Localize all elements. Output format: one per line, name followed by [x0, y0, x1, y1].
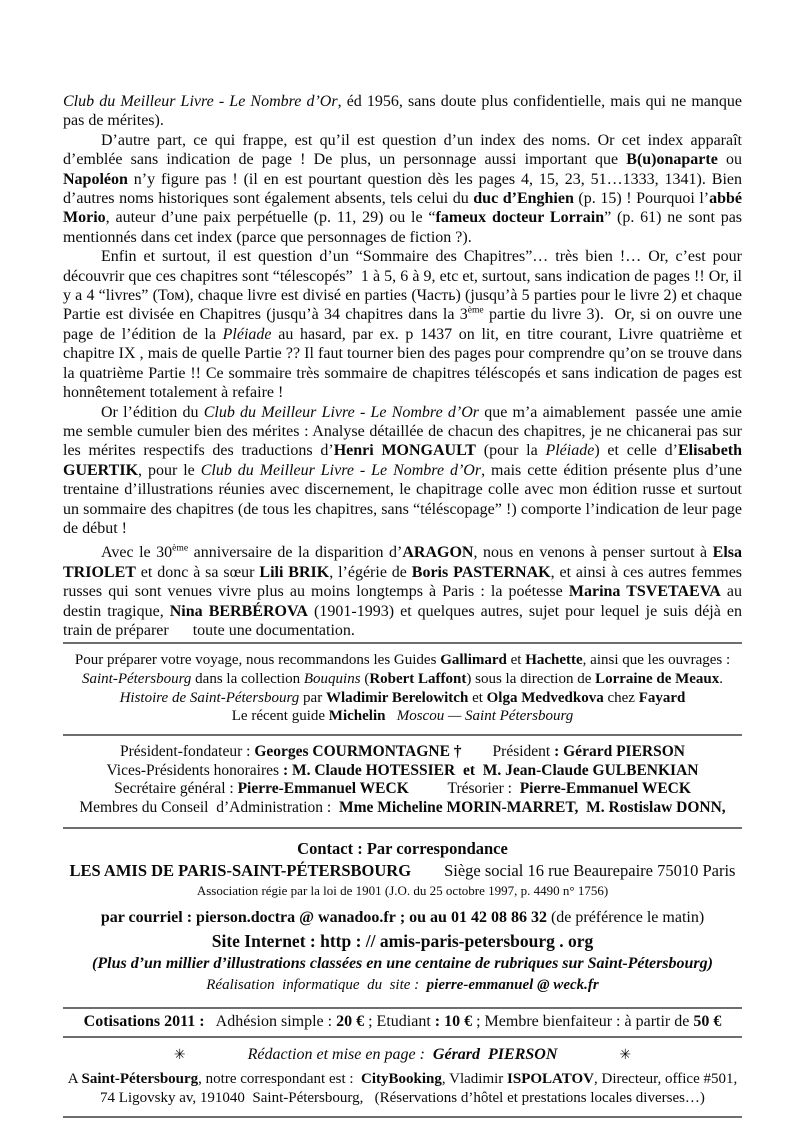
text-run: : M. Claude HOTESSIER et M. Jean-Claude GULBENKIAN — [282, 761, 699, 779]
text-line — [63, 689, 742, 708]
text-run: 74 Ligovsky av, 191040 Saint-Pétersbourg, (Réservations d’hôtel et prestations locales diverses…) — [100, 1089, 705, 1106]
text-run: Association régie par la loi de 1901 (J.O. du 25 octobre 1997, p. 4490 n° 1756) — [196, 883, 609, 899]
text-run: Mme Micheline MORIN-MARRET, M. Rostislaw DONN, — [338, 799, 726, 817]
text-run: ou — [717, 151, 743, 169]
text-run: ( — [360, 670, 370, 687]
text-run: ) sous la direction de — [466, 670, 596, 687]
text-run: : Gérard PIERSON — [554, 742, 685, 760]
text-run: Lili BRIK — [259, 563, 330, 581]
text-run: Avec le 30 — [101, 544, 173, 562]
text-line — [63, 931, 742, 952]
text-run: Contact : Par correspondance — [297, 838, 508, 858]
text-run: Saint-Pétersbourg — [81, 670, 192, 687]
text-run: Secrétaire général : — [114, 780, 238, 798]
text-run: LES AMIS DE PARIS-SAINT-PÉTERSBOURG — [69, 861, 412, 881]
star-icon: ✳ — [173, 1047, 186, 1064]
text-run: A — [67, 1070, 82, 1087]
text-run: Club du Meilleur Livre - Le Nombre d’Or — [200, 461, 482, 479]
text-run: Vices-Présidents honoraires — [106, 761, 283, 779]
text-run: ; Etudiant — [364, 1012, 435, 1030]
text-run: Pléiade — [545, 442, 595, 460]
text-run: , auteur d’une paix perpétuelle (p. 11, 29) ou le “ — [105, 209, 436, 227]
text-run — [385, 708, 396, 724]
correspondent-section — [63, 1070, 742, 1108]
text-run: Gérard PIERSON — [432, 1045, 558, 1063]
text-run: ème — [172, 543, 189, 555]
text-run: , éd 1956, sans doute plus confidentielle, mais qui ne manque pas de mérites). — [63, 93, 742, 130]
text-run: , Directeur, office #501, — [594, 1070, 738, 1087]
text-run: ” (p. 61) ne sont pas mentionnés dans cet index (parce que personnages de fiction ?). — [63, 209, 743, 246]
text-run: Club du Meilleur Livre - Le Nombre d’Or — [63, 93, 338, 110]
text-run: Fayard — [638, 689, 686, 706]
text-run: CityBooking — [361, 1070, 442, 1087]
text-line — [63, 908, 742, 928]
text-run: Adhésion simple : — [204, 1012, 337, 1030]
text-run: Napoléon — [63, 170, 128, 188]
text-run: Boris PASTERNAK — [411, 563, 551, 581]
officers-section — [63, 736, 742, 827]
guides-section — [63, 644, 742, 733]
text-run: , mais cette édition présente plus d’une trentaine d’illustrations réunies avec discernement, le chapitrage colle avec mon édition russe et surtout un sommaire des chapitres (de tous les chapitres, sans “téléscopage” !) comporte l’indication de leur page de début ! — [63, 461, 742, 537]
text-run: Elisabeth GUERTIK — [63, 442, 743, 479]
text-run: dans la collection — [191, 670, 304, 687]
text-run: Pléiade — [222, 325, 272, 343]
text-run: Enfin et surtout, il est question d’un “Sommaire des Chapitres”… très bien !… Or, c’est pour découvrir que ces chapitres sont “télescopés” 1 à 5, 6 à 9, etc et, surtout, sans indication de pages !! Or, il y a 4 “livres” (Том), chaque livre est divisé en parties (Часть) (jusqu’à 5 parties pour le livre 2) et chaque Partie est divisée en Chapitres (jusqu’à 34 chapitres dans la 3 — [63, 248, 742, 324]
text-run: Elsa TRIOLET — [63, 544, 742, 581]
text-run: Wladimir Berelowitch — [325, 689, 469, 706]
text-run: Rédaction et mise en page : — [247, 1045, 433, 1063]
contact-section — [63, 829, 742, 1007]
text-run: . — [719, 670, 724, 687]
text-run: 50 € — [693, 1012, 722, 1030]
text-run: , ainsi que les ouvrages : — [582, 652, 731, 669]
horizontal-rule — [63, 1116, 742, 1118]
text-run: ISPOLATOV — [507, 1070, 595, 1087]
text-run: , Vladimir — [441, 1070, 508, 1087]
text-run: Robert Laffont — [369, 670, 467, 687]
text-run: Hachette — [525, 652, 583, 669]
text-line — [63, 707, 742, 726]
paragraph — [63, 247, 742, 402]
text-run: Site Internet : http : // amis-paris-petersbourg . org — [211, 930, 594, 951]
text-run: duc d’Enghien — [473, 190, 574, 208]
text-run: Bouquins — [303, 670, 361, 687]
text-run: Or l’édition du — [101, 403, 204, 421]
text-run: ) et celle d’ — [594, 442, 678, 460]
text-run: Michelin — [328, 708, 386, 725]
text-run: , l’égérie de — [329, 563, 412, 581]
redaction-row — [63, 1046, 742, 1064]
text-line — [63, 799, 742, 818]
text-line — [63, 743, 742, 762]
text-run: chez — [603, 689, 639, 706]
text-run: 20 € — [336, 1012, 365, 1030]
text-run: Siège social 16 rue Beaurepaire 75010 Paris — [411, 861, 736, 881]
text-run: Cotisations 2011 : — [83, 1012, 205, 1030]
text-line — [63, 1070, 742, 1089]
text-run: Nina BERBÉROVA — [169, 602, 308, 620]
text-line — [63, 1089, 742, 1108]
text-run: Président — [461, 742, 555, 760]
text-line — [63, 670, 742, 689]
text-run: Trésorier : — [408, 780, 520, 798]
text-run: D’autre part, ce qui frappe, est qu’il est question d’un index des noms. Or cet index apparaît d’emblée sans indication de page ! De plus, un personnage aussi important que — [63, 131, 742, 169]
text-run: au destin tragique, — [63, 583, 742, 620]
text-line — [63, 976, 742, 994]
cotisations-row — [63, 1009, 742, 1036]
text-run: Moscou — Saint Pétersbourg — [396, 708, 574, 725]
text-run: et donc à sa sœur — [135, 563, 260, 581]
text-run: Pierre-Emmanuel WECK — [519, 780, 691, 798]
text-run: Lorraine de Meaux — [595, 670, 720, 687]
text-run: ; Membre bienfaiteur : à partir de — [472, 1012, 694, 1030]
text-run: ème — [467, 305, 484, 317]
text-run: Histoire de Saint-Pétersbourg — [119, 689, 300, 706]
text-run: partie du livre 3). Or, si on ouvre une page de l’édition de la — [63, 306, 743, 343]
text-line — [63, 861, 742, 881]
text-run: abbé Morio — [63, 190, 742, 227]
paragraph — [63, 403, 742, 539]
text-line — [63, 883, 742, 899]
text-run: Marina TSVETAEVA — [568, 583, 721, 601]
text-run: Pour préparer votre voyage, nous recommandons les Guides — [74, 652, 441, 669]
horizontal-rule — [63, 1036, 742, 1038]
text-run: , pour le — [138, 461, 201, 479]
redaction-text — [248, 1046, 558, 1063]
text-run: Henri MONGAULT — [333, 442, 476, 460]
text-line — [63, 839, 742, 859]
text-run: (1901-1993) et quelques autres, sujet pour lequel je suis déjà en train de préparer toute une documentation. — [63, 602, 743, 639]
text-run: Président-fondateur : — [120, 742, 255, 760]
text-run: ARAGON — [402, 544, 474, 562]
text-line — [63, 762, 742, 781]
text-run: Georges COURMONTAGNE † — [254, 742, 462, 760]
text-run: , notre correspondant est : — [198, 1070, 362, 1087]
text-run: (de préférence le matin) — [550, 909, 705, 927]
text-run: B(u)onaparte — [626, 151, 718, 169]
text-run: Saint-Pétersbourg — [81, 1070, 199, 1087]
text-run: et — [468, 689, 487, 706]
text-run: Membres du Conseil d’Administration : — [79, 799, 339, 817]
text-line — [63, 780, 742, 799]
paragraph — [63, 131, 742, 247]
text-run: pierre-emmanuel @ weck.fr — [426, 977, 599, 994]
text-run: Réalisation informatique du site : — [206, 977, 427, 994]
text-line — [63, 954, 742, 974]
text-run: par — [299, 689, 326, 706]
text-run: que m’a aimablement passée une amie me semble cumuler bien des mérites : Analyse détaillée de chacun des chapitres, je ne chicanerai pas sur les mérites respectifs des traductions d’ — [63, 403, 743, 460]
text-run: n’y figure pas ! (il en est pourtant question dès les pages 4, 15, 23, 51…1333, 1341). Bien d’autres noms historiques sont également absents, tels celui du — [63, 170, 742, 208]
text-run: : 10 € — [434, 1012, 473, 1030]
text-run: fameux docteur Lorrain — [435, 209, 605, 227]
text-run: , nous en venons à penser surtout à — [473, 544, 713, 562]
paragraph — [63, 543, 742, 640]
text-run: et — [506, 652, 526, 669]
text-run: au hasard, par ex. p 1437 on lit, en titre courant, Livre quatrième et chapitre IX , mais de quelle Partie ?? Il faut tourner bien des pages pour comprendre qu’on se trouve dans la quatrième Partie !! Ce sommaire très sommaire de chapitres téléscopés et sans indication de pages est honnêtement totalement à refaire ! — [63, 325, 743, 402]
text-run: anniversaire de la disparition d’ — [188, 544, 403, 562]
text-run: (p. 15) ! Pourquoi l’ — [573, 190, 710, 208]
text-run: Gallimard — [440, 652, 507, 669]
text-run: Olga Medvedkova — [486, 689, 604, 706]
text-run: Pierre-Emmanuel WECK — [237, 780, 409, 798]
text-run: par courriel : pierson.doctra @ wanadoo.fr ; ou au 01 42 08 86 32 — [100, 909, 551, 927]
text-run: , et ainsi à ces autres femmes russes qui sont venues vivre plus au moins longtemps à Paris : la poétesse — [63, 563, 743, 601]
text-run: Le récent guide — [231, 708, 329, 725]
article-body — [63, 92, 742, 640]
text-run: Club du Meilleur Livre - Le Nombre d’Or — [203, 403, 479, 421]
text-line — [63, 651, 742, 670]
text-run: (pour la — [475, 442, 546, 460]
page-content — [63, 92, 742, 1118]
star-icon: ✳ — [619, 1047, 632, 1064]
text-run: (Plus d’un millier d’illustrations classées en une centaine de rubriques sur Saint-Pétersbourg) — [92, 954, 713, 972]
paragraph — [63, 92, 742, 131]
